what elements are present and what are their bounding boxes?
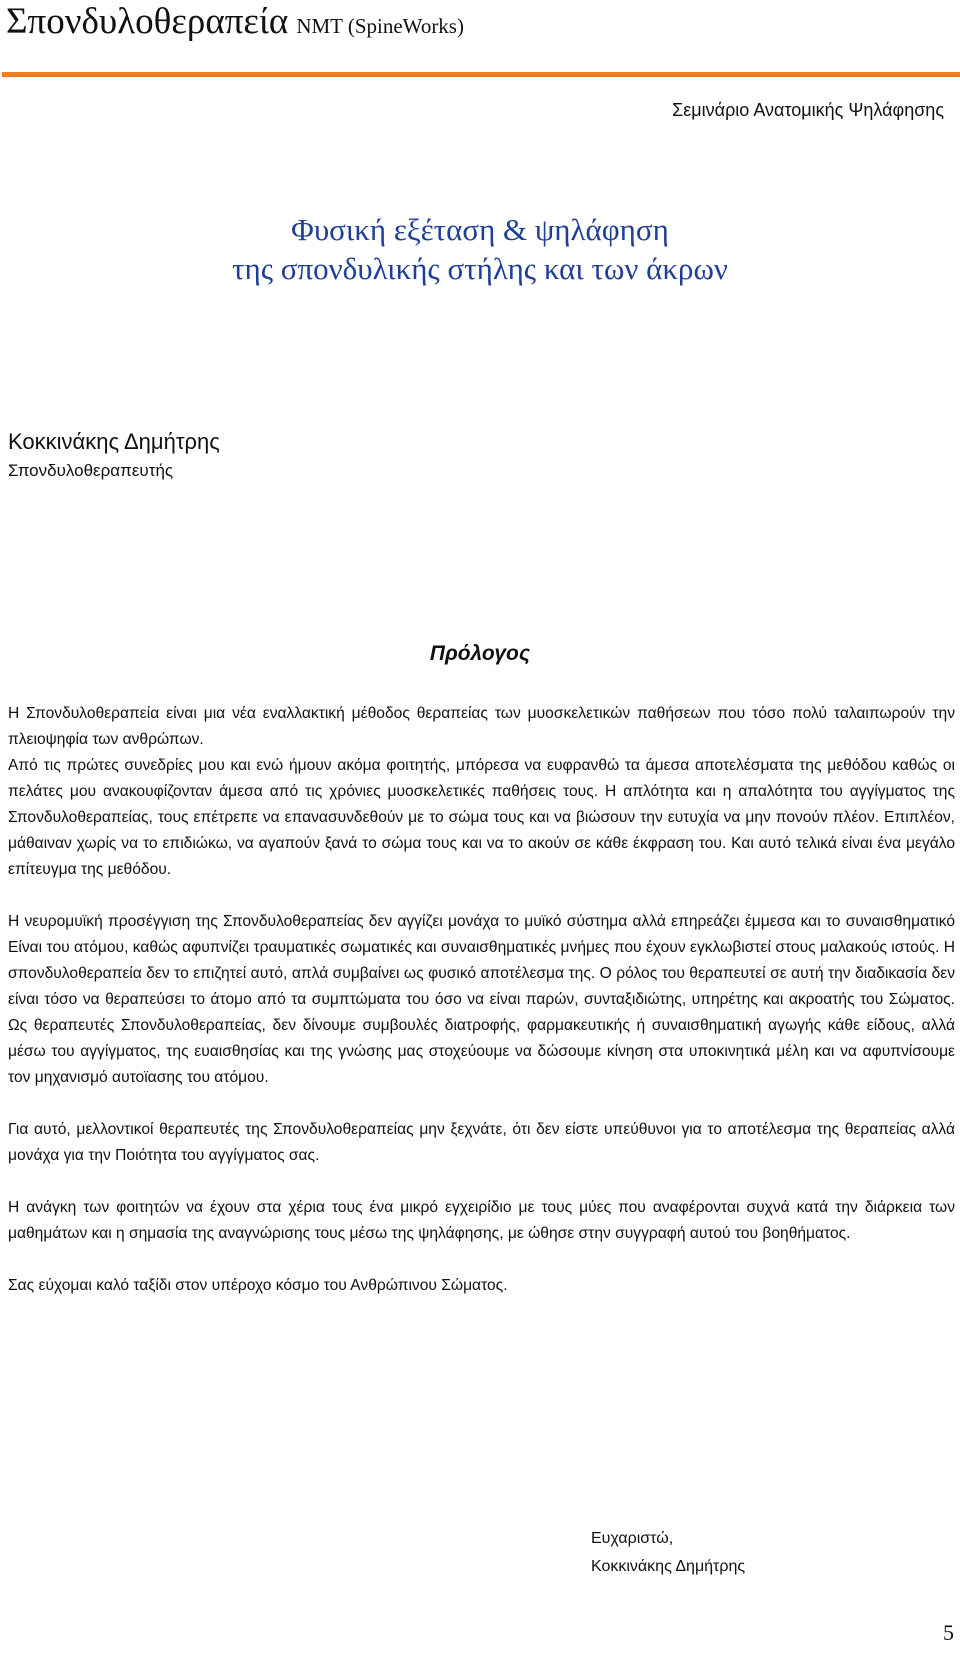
header-title: Σπονδυλοθεραπεία [6, 1, 289, 42]
document-title-line-2: της σπονδυλικής στήλης και των άκρων [232, 251, 728, 286]
author-name: Κοκκινάκης Δημήτρης [8, 429, 220, 454]
header-rule [2, 72, 960, 77]
document-header [6, 2, 464, 42]
prologue-paragraph: Η νευρομυϊκή προσέγγιση της Σπονδυλοθεραπείας δεν αγγίζει μονάχα το μυϊκό σύστημα αλλά επηρεάζει έμμεσα και το συναισθηματικό Είναι του ατόμου, καθώς αφυπνίζει τραυματικές σωματικές και συναισθηματικές μνήμες που έχουν εγκλωβιστεί στους μαλακούς ιστούς. Η σπονδυλοθεραπεία δεν το επιζητεί αυτό, απλά συμβαίνει ως φυσικό αποτέλεσμα της. Ο ρόλος του θεραπευτεί σε αυτή την διαδικασία δεν είναι τόσο να θεραπεύσει το άτομο από τα συμπτώματα του όσο να είναι παρών, συνταξιδιώτης, υπηρέτης και ακροατής του Σώματος. Ως θεραπευτές Σπονδυλοθεραπείας, δεν δίνουμε συμβουλές διατροφής, φαρμακευτικής ή συναισθηματική αγωγής κάθε είδους, αλλά μέσω του αγγίγματος, της ευαισθησίας και της γνώσης μας στοχεύουμε να δώσουμε κίνηση στα υποκινητικά μέλη και να αφυπνίσουμε τον μηχανισμό αυτοϊασης του ατόμου. [8, 913, 955, 1086]
signoff-thanks: Ευχαριστώ, [591, 1530, 674, 1547]
signoff-name: Κοκκινάκης Δημήτρης [591, 1558, 746, 1575]
prologue-paragraph: Η Σπονδυλοθεραπεία είναι μια νέα εναλλακτική μέθοδος θεραπείας των μυοσκελετικών παθήσεων που τόσο πολύ ταλαιπωρούν την πλειοψηφία των ανθρώπων. [8, 705, 955, 748]
author-role: Σπονδυλοθεραπευτής [8, 461, 174, 480]
seminar-title: Σεμινάριο Ανατομικής Ψηλάφησης [672, 100, 944, 120]
prologue-paragraph: Σας εύχομαι καλό ταξίδι στον υπέροχο κόσμο του Ανθρώπινου Σώματος. [8, 1277, 508, 1294]
prologue-paragraph: Η ανάγκη των φοιτητών να έχουν στα χέρια τους ένα μικρό εγχειρίδιο με τους μύες που αναφέρονται συχνά κατά την διάρκεια των μαθημάτων και η σημασία της αναγνώρισης τους μέσω της ψηλάφησης, με ώθησε στην συγγραφή αυτού του βοηθήματος. [8, 1199, 955, 1242]
document-title-line-1: Φυσική εξέταση & ψηλάφηση [291, 212, 669, 247]
signoff [591, 1525, 745, 1581]
prologue-body [8, 701, 955, 1299]
prologue-heading: Πρόλογος [429, 642, 531, 665]
header-subtitle: NMT (SpineWorks) [296, 14, 464, 38]
page-number: 5 [943, 1620, 954, 1645]
author-block [8, 428, 220, 483]
document-title [0, 210, 960, 288]
prologue-paragraph: Για αυτό, μελλοντικοί θεραπευτές της Σπονδυλοθεραπείας μην ξεχνάτε, ότι δεν είστε υπεύθυνοι για το αποτέλεσμα της θεραπείας αλλά μονάχα για την Ποιότητα του αγγίγματος σας. [8, 1121, 955, 1164]
prologue-paragraph: Από τις πρώτες συνεδρίες μου και ενώ ήμουν ακόμα φοιτητής, μπόρεσα να ευφρανθώ τα άμεσα αποτελέσματα της μεθόδου καθώς οι πελάτες μου ανακουφίζονταν άμεσα από τις χρόνιες μυοσκελετικές παθήσεις τους. Η απλότητα και η απαλότητα του αγγίγματος της Σπονδυλοθεραπείας, τους επέτρεπε να επανασυνδεθούν με το σώμα τους και να βιώσουν την ευτυχία να μην πονούν πλέον. Επιπλέον, μάθαιναν χωρίς να το επιδιώκω, να αγαπούν ξανά το σώμα τους και να το ακούν σε κάθε έκφραση του. Και αυτό τελικά είναι ένα μεγάλο επίτευγμα της μεθόδου. [8, 757, 955, 878]
